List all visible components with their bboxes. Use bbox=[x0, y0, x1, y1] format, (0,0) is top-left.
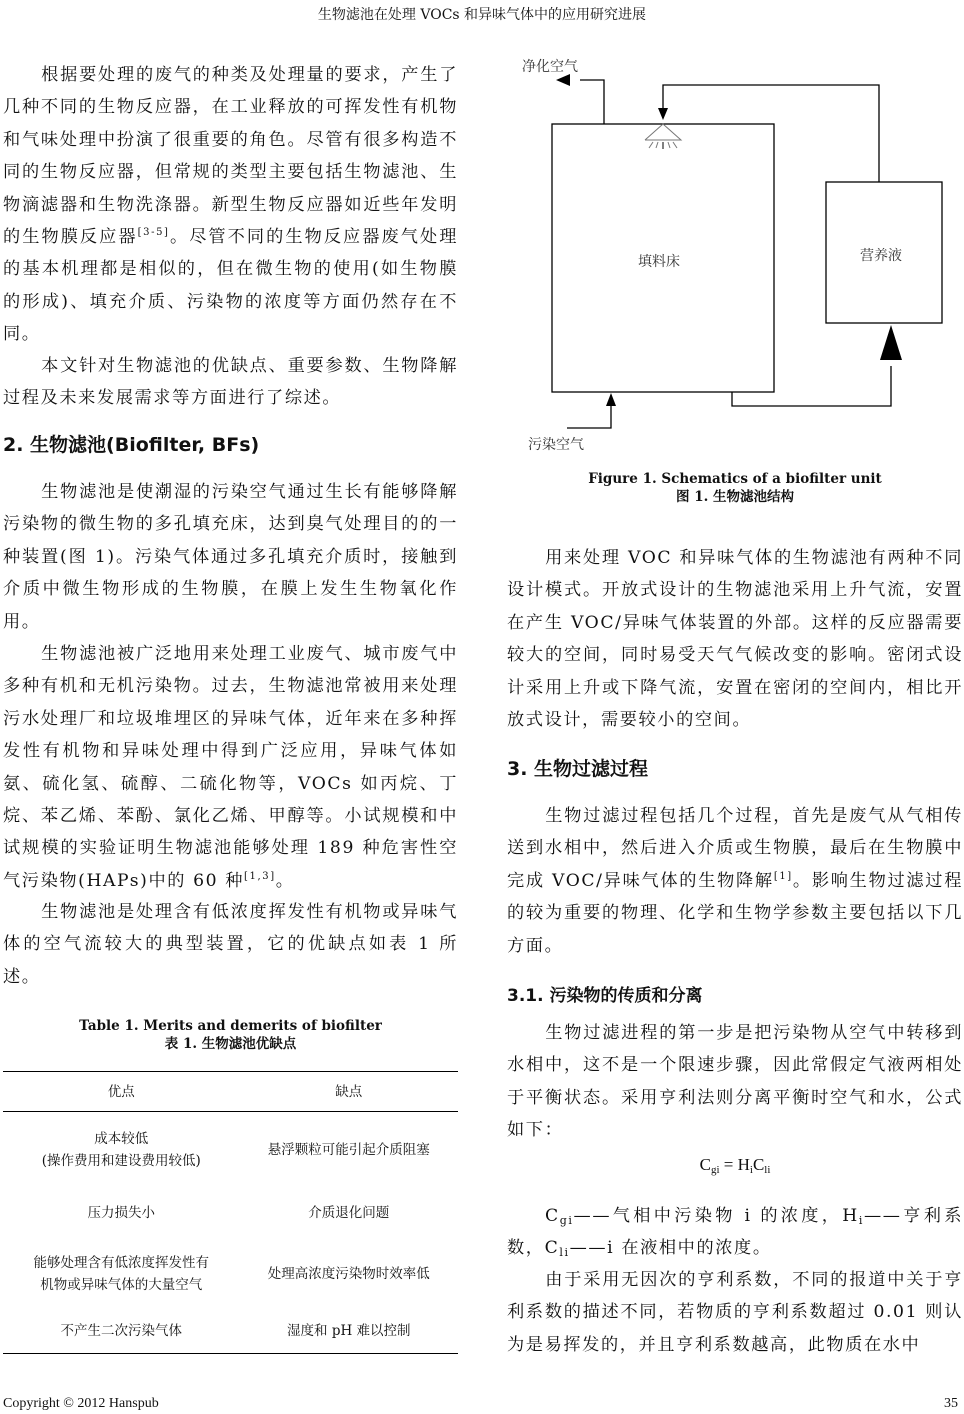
cell: (操作费用和建设费用较低) bbox=[41, 1152, 201, 1169]
recycle-line bbox=[663, 85, 879, 182]
paragraph bbox=[507, 542, 963, 736]
label-nutrient: 营养液 bbox=[860, 248, 902, 264]
arrow-left-icon bbox=[556, 74, 570, 86]
table-caption bbox=[3, 1017, 458, 1053]
text: 。尽管不同的生物反应器废气处理的基本机理都是相似的，但在微生物的使用(如生物膜的形成)、填充介质、污染物的浓度等方面仍然存在不同。 bbox=[3, 227, 458, 345]
text: 由于采用无因次的亨利系数，不同的报道中关于亨利系数的描述不同，若物质的亨利系数超过 0.01 则认为是易挥发的，并且亨利系数越高，此物质在水中 bbox=[507, 1270, 963, 1355]
text: 生物过滤进程的第一步是把污染物从空气中转移到水相中，这不是一个限速步骤，因此常假定气液两相处于平衡状态。采用亨利法则分离平衡时空气和水，公式如下： bbox=[507, 1023, 963, 1141]
paragraph bbox=[507, 800, 963, 962]
cell: 不产生二次污染气体 bbox=[60, 1323, 183, 1340]
caption-en: Figure 1. Schematics of a biofilter unit bbox=[588, 471, 882, 487]
cell: 介质退化问题 bbox=[308, 1204, 390, 1221]
label-polluted-air: 污染空气 bbox=[528, 437, 584, 453]
label-packed-bed: 填料床 bbox=[638, 254, 680, 270]
paragraph bbox=[3, 896, 458, 993]
figure-caption bbox=[507, 470, 963, 506]
caption-en: Table 1. Merits and demerits of biofilter bbox=[79, 1018, 382, 1034]
text: 根据要处理的废气的种类及处理量的要求，产生了几种不同的生物反应器，在工业释放的可挥发性有机物和气味处理中扮演了很重要的角色。尽管有很多构造不同的生物反应器，但常规的类型主要包括生物滤池、生物滴滤器和生物洗涤器。新型生物反应器如近些年发明的生物膜反应器 bbox=[3, 65, 458, 248]
running-header: 生物滤池在处理 VOCs 和异味气体中的应用研究进展 bbox=[317, 7, 647, 23]
text: 。影响生物过滤过程的较为重要的物理、化学和生物学参数主要包括以下几方面。 bbox=[507, 870, 963, 956]
cell: 湿度和 pH 难以控制 bbox=[287, 1323, 411, 1340]
text: 。 bbox=[275, 870, 295, 891]
paragraph bbox=[507, 1264, 963, 1361]
table-row bbox=[3, 1112, 458, 1188]
cell: 成本较低 bbox=[94, 1130, 149, 1147]
paragraph bbox=[3, 476, 458, 638]
cell: 机物或异味气体的大量空气 bbox=[40, 1276, 203, 1293]
text: 生物滤池是处理含有低浓度挥发性有机物或异味气体的空气流较大的典型装置，它的优缺点如表 1 所述。 bbox=[3, 902, 458, 987]
label-clean-air: 净化空气 bbox=[522, 59, 578, 75]
text: 生物过滤过程包括几个过程，首先是废气从气相传送到水相中，然后进入介质或生物膜，最后在生物膜中完成 VOC/异味气体的生物降解 bbox=[507, 806, 963, 891]
text: 本文针对生物滤池的优缺点、重要参数、生物降解过程及未来发展需求等方面进行了综述。 bbox=[3, 356, 458, 409]
cell: 压力损失小 bbox=[87, 1204, 156, 1221]
arrow-up-icon bbox=[880, 325, 902, 360]
text: 生物滤池是使潮湿的污染空气通过生长有能够降解污染物的微生物的多孔填充床，达到臭气处理目的的一种装置(图 1)。污染气体通过多孔填充介质时，接触到介质中微生物形成的生物膜，在膜上发生生物氧化作用。 bbox=[3, 482, 458, 632]
page-number: 35 bbox=[944, 1396, 958, 1411]
text: 用来处理 VOC 和异味气体的生物滤池有两种不同设计模式。开放式设计的生物滤池采用上升气流，安置在产生 VOC/异味气体装置的外部。这样的反应器需要较大的空间，同时易受天气气候改变的影响。密闭式设计采用上升或下降气流，安置在密闭的空间内，相比开放式设计，需要较小的空间。 bbox=[507, 548, 963, 731]
citation[interactable]: [1,3] bbox=[244, 870, 276, 882]
table-row bbox=[3, 1188, 458, 1238]
subsection-heading: 3.1. 污染物的传质和分离 bbox=[507, 986, 703, 1006]
table-row bbox=[3, 1310, 458, 1354]
cell: 处理高浓度污染物时效率低 bbox=[267, 1265, 430, 1282]
clean-air-line bbox=[580, 80, 604, 124]
paragraph: $C_{gi}——$气相中污染物 i 的浓度，$H_i——$亨利系数，$C_{li}——i$ 在液相中的浓度。 bbox=[507, 1206, 963, 1260]
henry-formula: $C_{gi} = H_iC_{li}$ bbox=[699, 1155, 771, 1176]
table-header: 优点 bbox=[107, 1083, 135, 1100]
table-header: 缺点 bbox=[335, 1083, 363, 1100]
drain-line bbox=[732, 366, 891, 406]
table-row bbox=[3, 1238, 458, 1310]
cell: 能够处理含有低浓度挥发性有 bbox=[33, 1254, 210, 1271]
caption-zh: 图 1. 生物滤池结构 bbox=[676, 489, 794, 505]
arrow-down-icon bbox=[658, 108, 668, 120]
paragraph bbox=[3, 638, 458, 897]
merits-table bbox=[3, 1071, 458, 1354]
paragraph bbox=[3, 350, 458, 415]
citation[interactable]: [3-5] bbox=[137, 227, 170, 239]
cell: 悬浮颗粒可能引起介质阻塞 bbox=[267, 1141, 430, 1158]
arrow-up-icon bbox=[606, 393, 616, 406]
text: 生物滤池被广泛地用来处理工业废气、城市废气中多种有机和无机污染物。过去，生物滤池常被用来处理污水处理厂和垃圾堆埋区的异味气体，近年来在多种挥发性有机物和异味处理中得到广泛应用，异味气体如氨、硫化氢、硫醇、二硫化物等，VOCs 如丙烷、丁烷、苯乙烯、苯酚、氯化乙烯、甲醇等。小试规模和中试规模的实验证明生物滤池能够处理 189 种危害性空气污染物(HAPs)中的 60 种 bbox=[3, 644, 458, 891]
citation[interactable]: [1] bbox=[773, 870, 793, 882]
section-heading: 2. 生物滤池(Biofilter, BFs) bbox=[3, 434, 260, 456]
caption-zh: 表 1. 生物滤池优缺点 bbox=[164, 1036, 297, 1052]
paragraph bbox=[3, 59, 458, 351]
biofilter-diagram bbox=[510, 40, 960, 470]
section-heading: 3. 生物过滤过程 bbox=[507, 758, 649, 780]
copyright: Copyright © 2012 Hanspub bbox=[3, 1396, 159, 1411]
inlet-line bbox=[567, 406, 611, 428]
sprayer-icon bbox=[645, 124, 681, 149]
paragraph bbox=[507, 1017, 963, 1147]
